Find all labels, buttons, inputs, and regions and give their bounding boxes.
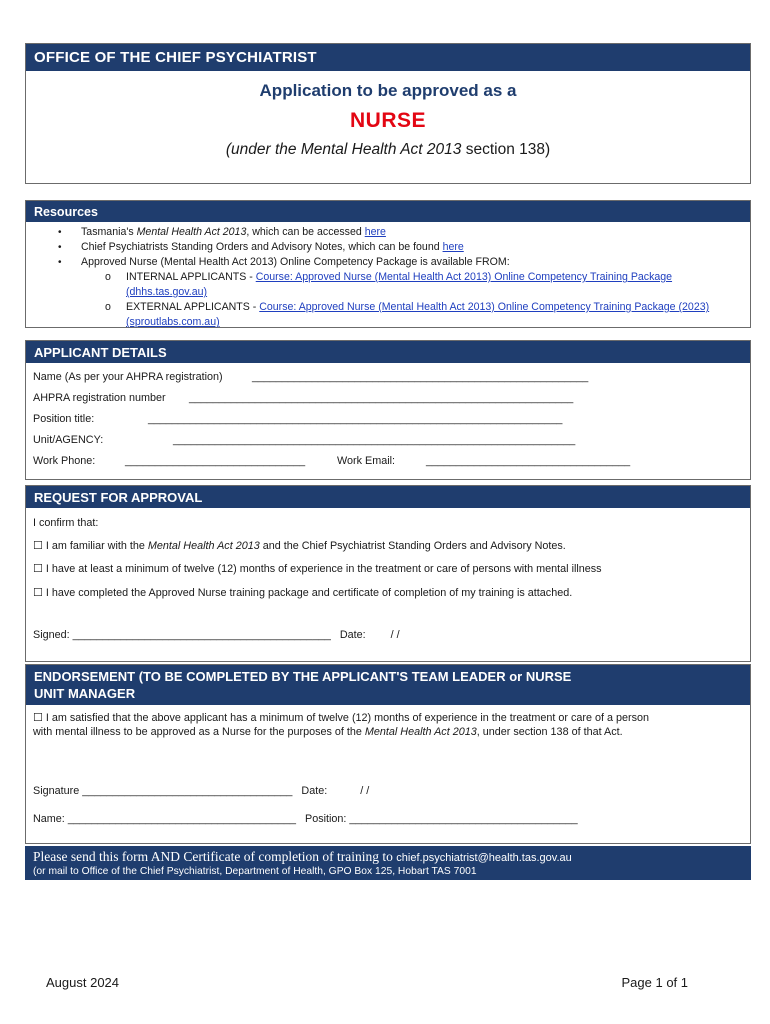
contact-email: chief.psychiatrist@health.tas.gov.au xyxy=(396,852,572,864)
endorse-italic: Mental Health Act 2013 xyxy=(364,726,477,738)
contact-row xyxy=(26,451,750,472)
act-subtitle xyxy=(26,141,750,159)
list-item xyxy=(26,270,750,300)
act-link[interactable]: here xyxy=(364,226,386,238)
list-item xyxy=(26,300,750,330)
item-text: Tasmania's xyxy=(81,226,137,238)
date-field[interactable]: / / xyxy=(390,629,400,641)
applicant-title: APPLICANT DETAILS xyxy=(26,341,750,363)
name-row xyxy=(26,367,750,388)
footer-page: Page 1 of 1 xyxy=(621,975,688,990)
item-text: INTERNAL APPLICANTS - xyxy=(126,271,256,283)
item-text: EXTERNAL APPLICANTS - xyxy=(126,301,260,313)
bullet: • xyxy=(58,242,62,253)
submission-note xyxy=(25,846,751,882)
name-label: Name: xyxy=(33,813,65,825)
signature-field[interactable]: ___________________________________ xyxy=(82,785,293,797)
list-item xyxy=(26,240,750,255)
applicant-section xyxy=(25,340,751,480)
ahpra-row xyxy=(26,388,750,409)
email-label: Work Email: xyxy=(337,455,395,467)
item-italic: Mental Health Act 2013 xyxy=(136,226,247,238)
request-section xyxy=(25,485,751,662)
signed-row xyxy=(33,629,400,641)
phone-label: Work Phone: xyxy=(33,455,96,467)
name-field[interactable]: ________________________________________________________ xyxy=(252,371,589,383)
note-text: Please send this form AND Certificate of completion of training to xyxy=(33,849,397,864)
unit-label: Unit/AGENCY: xyxy=(33,434,104,446)
sub-bullet: o xyxy=(105,301,111,313)
act-name: Mental Health Act 2013 xyxy=(300,141,462,158)
name-field[interactable]: ______________________________________ xyxy=(67,813,296,825)
signature-label: Signature xyxy=(33,785,80,797)
date-label: Date: xyxy=(339,629,366,641)
checkbox[interactable]: ☐ xyxy=(33,539,43,552)
position-label: Position: xyxy=(305,813,347,825)
note-line2: (or mail to Office of the Chief Psychiatrist, Department of Health, GPO Box 125, Hobart TAS 7001 xyxy=(33,866,477,877)
resources-section xyxy=(25,200,751,328)
position-label: Position title: xyxy=(33,413,95,425)
bullet: • xyxy=(58,227,62,238)
endorse-check xyxy=(33,711,649,724)
item-text: , which can be accessed xyxy=(246,226,365,238)
check-text: and the Chief Psychiatrist Standing Orders and Advisory Notes. xyxy=(259,540,566,552)
checkbox[interactable]: ☐ xyxy=(33,562,43,575)
check-training xyxy=(33,586,572,599)
item-text: Approved Nurse (Mental Health Act 2013) Online Competency Package is available FROM: xyxy=(81,256,510,268)
note-bar xyxy=(25,846,751,880)
list-item xyxy=(26,225,750,240)
email-field[interactable]: __________________________________ xyxy=(426,455,631,467)
position-field[interactable]: ______________________________________ xyxy=(349,813,578,825)
request-title: REQUEST FOR APPROVAL xyxy=(26,486,750,508)
footer-date: August 2024 xyxy=(46,975,120,990)
endorsement-section xyxy=(25,664,751,844)
check-familiar xyxy=(33,539,566,552)
checkbox[interactable]: ☐ xyxy=(33,586,43,599)
endorse-text-cont xyxy=(33,726,623,738)
phone-field[interactable]: ______________________________ xyxy=(125,455,306,467)
act-suffix: section 138) xyxy=(461,141,551,158)
checkbox[interactable]: ☐ xyxy=(33,711,43,724)
position-row xyxy=(26,409,750,430)
standing-orders-link[interactable]: here xyxy=(442,241,464,253)
list-item xyxy=(26,255,750,270)
date-field[interactable]: / / xyxy=(360,785,370,797)
ahpra-label: AHPRA registration number xyxy=(33,392,166,404)
check-text: I have completed the Approved Nurse training package and certificate of completion of my training is attached. xyxy=(45,587,573,599)
resources-list xyxy=(26,222,750,330)
note-line1 xyxy=(33,849,743,865)
check-italic: Mental Health Act 2013 xyxy=(147,540,260,552)
position-field[interactable]: _____________________________________________________________________ xyxy=(148,413,563,425)
endorse-text: I am satisfied that the above applicant has a minimum of twelve (12) months of experience in the treatment or care of a person xyxy=(45,712,650,724)
bullet: • xyxy=(58,257,62,268)
endorsement-title-line1: ENDORSEMENT (TO BE COMPLETED BY THE APPLICANT'S TEAM LEADER or NURSE xyxy=(34,669,572,684)
internal-course-link[interactable]: Course: Approved Nurse (Mental Health Act 2013) Online Competency Training Package (dhhs.tas.gov.au) xyxy=(126,271,673,298)
check-text: I am familiar with the xyxy=(45,540,148,552)
endorse-text: with mental illness to be approved as a Nurse for the purposes of the xyxy=(33,726,365,738)
check-text: I have at least a minimum of twelve (12) months of experience in the treatment or care of persons with mental illness xyxy=(45,563,602,575)
act-prefix: (under the xyxy=(225,141,301,158)
endorse-text: , under section 138 of that Act. xyxy=(476,726,623,738)
signature-row xyxy=(33,785,369,797)
signed-label: Signed: xyxy=(33,629,70,641)
signed-field[interactable]: ___________________________________________ xyxy=(72,629,331,641)
sub-bullet: o xyxy=(105,271,111,283)
resources-title: Resources xyxy=(26,201,750,222)
item-text: Chief Psychiatrists Standing Orders and Advisory Notes, which can be found xyxy=(81,241,443,253)
date-label: Date: xyxy=(301,785,328,797)
ahpra-field[interactable]: ________________________________________________________________ xyxy=(189,392,574,404)
name-label: Name (As per your AHPRA registration) xyxy=(33,371,223,383)
office-header: OFFICE OF THE CHIEF PSYCHIATRIST xyxy=(26,44,750,71)
role-heading: NURSE xyxy=(349,109,426,132)
external-course-link[interactable]: Course: Approved Nurse (Mental Health Act 2013) Online Competency Training Package (2023) (sproutlabs.com.au) xyxy=(126,301,710,328)
application-heading: Application to be approved as a xyxy=(259,81,517,100)
title-section xyxy=(25,43,751,184)
endorsement-title-line2: UNIT MANAGER xyxy=(34,686,136,701)
unit-field[interactable]: ___________________________________________________________________ xyxy=(173,434,576,446)
endorsement-title xyxy=(26,665,750,705)
confirm-label: I confirm that: xyxy=(33,517,99,529)
name-position-row xyxy=(33,813,578,825)
unit-row xyxy=(26,430,750,451)
check-experience xyxy=(33,562,602,575)
